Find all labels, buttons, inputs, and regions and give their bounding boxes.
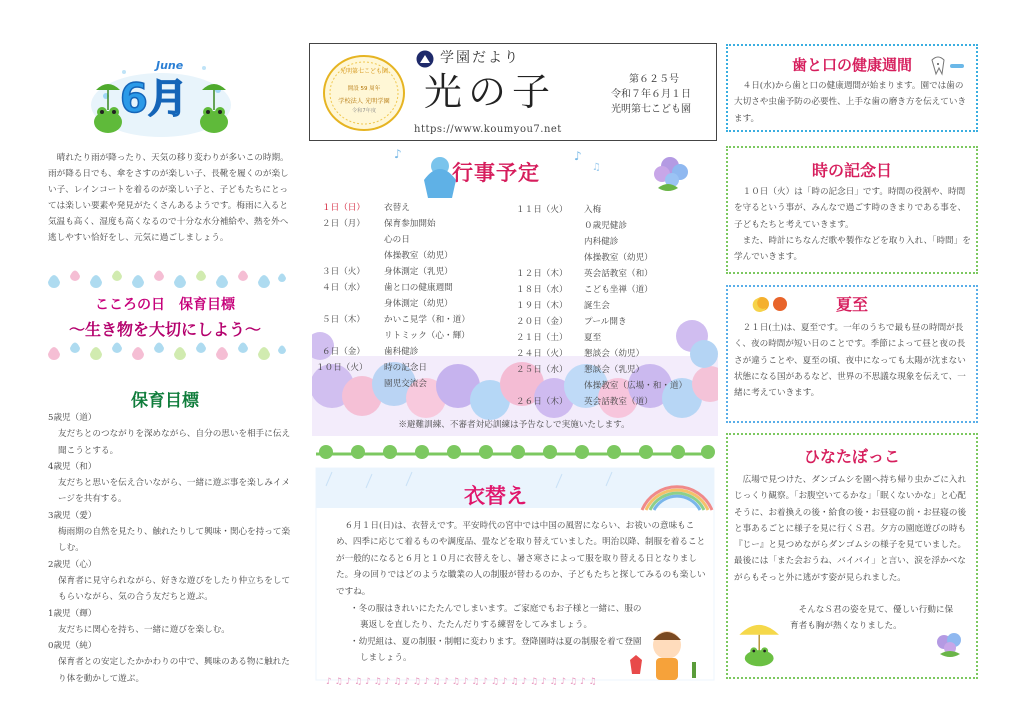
- event-label: ０歳児健診: [584, 221, 627, 231]
- seal-badge-icon: [320, 52, 408, 134]
- event-date: ２１日（土）: [516, 333, 568, 343]
- goal-age-5: 5歳児（道）: [48, 413, 97, 423]
- event-label: 英会話教室（和）: [584, 269, 653, 279]
- event-date: ２５日（水）: [516, 365, 568, 375]
- goal-desc-2: 保育者に見守られながら、好きな遊びをしたり仲立ちをしてもらいながら、気の合う友だちと遊ぶ。: [58, 575, 291, 603]
- time-day-body-1: １０日（火）は「時の記念日」です。時間の役割や、時間を守るという事が、みんなで過ごす時のきまりである事を、子どもたちと考えていきます。: [734, 187, 967, 230]
- event-label: 園児交流会: [384, 379, 427, 389]
- goal-desc-4: 友だちと思いを伝え合いながら、一緒に遊ぶ事を楽しみイメージを共有する。: [58, 478, 290, 505]
- event-date: ２０日（金）: [516, 317, 568, 327]
- svg-text:♫: ♫: [592, 162, 601, 173]
- summer-solstice-body: ２１日(土)は、夏至です。一年のうちで最も昼の時間が長く、夜の時間が短い日のことです。季節によって昼と夜の長さが違うことや、夏至の頃、夜中になっても太陽が沈まない状態になる国があるなど、世界の不思議な現象を伝えて、一緒に考えていきます。: [734, 323, 966, 399]
- goal-age-2: 2歳児（心）: [48, 559, 97, 570]
- frog-umbrella-icon: [734, 615, 788, 669]
- event-label: 入梅: [584, 205, 602, 215]
- teeth-week-body: ４日(水)から歯と口の健康週間が始まります。園では歯の大切さや虫歯予防の必要性、上手な歯の磨き方を伝えていきます。: [734, 81, 967, 124]
- goal-age-3: 3歳児（愛）: [48, 510, 97, 521]
- goal-desc-1: 友だちに関心を持ち、一緒に遊びを楽しむ。: [58, 624, 230, 635]
- event-label: 懇談会（幼児）: [584, 349, 645, 359]
- event-label: こども坐禅（道）: [584, 285, 653, 295]
- goal-desc-3: 梅雨期の自然を見たり、触れたりして興味・関心を持って楽しむ。: [58, 527, 291, 554]
- koromogae-bullet: ・幼児組は、夏の制服・制帽に変わります。登降園時は夏の制服を着て登園しましょう。: [350, 636, 642, 664]
- goal-age-4: 4歳児（和）: [48, 461, 97, 472]
- school-website-link[interactable]: https://www.koumyou7.net: [414, 124, 562, 135]
- event-date: １１日（火）: [516, 205, 568, 215]
- issue-number: 第６２５号: [629, 74, 679, 85]
- newsletter-subtitle: 学園だより: [440, 50, 520, 66]
- event-label: 歯科健診: [384, 347, 419, 357]
- teeth-week-title: 歯と口の健康週間: [791, 56, 912, 74]
- hinatabokko-title: ひなたぼっこ: [803, 447, 900, 466]
- seal-corporation: 学校法人 光明学園: [338, 98, 390, 105]
- event-label: 身体測定（幼児）: [384, 299, 453, 309]
- event-date: ４日（水）: [322, 283, 365, 293]
- event-date: １日（日）: [322, 203, 365, 213]
- seal-school-name: 光明第七こども園: [339, 68, 388, 75]
- event-date: １８日（水）: [516, 285, 568, 295]
- koromogae-bullets: [350, 601, 650, 667]
- events-right-column: [516, 203, 711, 408]
- june-month-label: 6月: [120, 76, 188, 122]
- event-label: 衣替え: [384, 203, 410, 213]
- event-date: １９日（木）: [516, 301, 568, 311]
- event-label: 体操教室（広場・和・道）: [584, 381, 688, 391]
- svg-text:♪ ♫ ♪ ♫ ♪ ♫ ♪ ♫ ♪ ♫ ♪ ♫ ♪ ♫ ♪: ♪ ♫ ♪ ♫ ♪ ♫ ♪ ♫ ♪ ♫ ♪ ♫ ♪ ♫ ♪ ♫ ♪ ♫ ♪ ♫ ♪ ♫ ♪ ♫ ♪ ♫ ♪ ♫: [326, 677, 597, 687]
- event-date: ６日（金）: [322, 347, 365, 357]
- events-section-title: 行事予定: [452, 161, 540, 185]
- event-date: ２日（月）: [322, 219, 365, 229]
- childcare-goals-title: 保育目標: [131, 391, 199, 411]
- svg-text:♪: ♪: [394, 147, 402, 161]
- event-date: ５日（木）: [322, 315, 365, 325]
- hinatabokko-body-2: そんなＳ君の姿を見て、優しい行動に保育者も胸が熱くなりました。: [790, 605, 954, 632]
- june-month-badge: [120, 59, 200, 123]
- school-name: 光明第七こども園: [611, 104, 691, 115]
- summer-solstice-title: 夏至: [835, 295, 868, 314]
- anniversary-seal: [320, 52, 408, 134]
- event-label: 保育参加開始: [384, 219, 436, 229]
- event-label: 時の記念日: [384, 363, 427, 373]
- goal-age-1: 1歳児（輝）: [48, 608, 97, 619]
- event-label: 英会話教室（道）: [584, 397, 653, 407]
- tooth-icon: [928, 54, 968, 78]
- seal-year: 令和7年度: [351, 108, 377, 114]
- event-date: ３日（火）: [322, 267, 365, 277]
- event-label: 夏至: [584, 333, 602, 343]
- issue-date: 令和７年６月１日: [611, 89, 691, 100]
- event-label: プール開き: [584, 317, 627, 327]
- event-label: 懇談会（乳児）: [584, 365, 645, 375]
- event-label: 誕生会: [584, 301, 610, 311]
- events-drill-note: ※避難訓練、不審者対応訓練は予告なしで実施いたします。: [398, 420, 630, 430]
- childcare-goals-list: [48, 410, 293, 687]
- kokoro-day-slogan: ～生き物を大切にしよう～: [68, 320, 261, 339]
- event-date: ２４日（火）: [516, 349, 568, 359]
- event-label: 内科健診: [584, 237, 619, 247]
- event-label: 身体測定（乳児）: [384, 267, 453, 277]
- events-left-column: [316, 201, 512, 401]
- event-date: ２６日（木）: [516, 397, 568, 407]
- event-label: リトミック（心・輝）: [384, 331, 470, 341]
- hydrangea-icon: [930, 630, 970, 660]
- event-label: かいこ見学（和・道）: [384, 315, 470, 325]
- seal-anniversary: 開設 59 周年: [347, 86, 381, 92]
- koromogae-bullet: ・冬の服はきれいにたたんでしまいます。ご家庭でもお子様と一緒に、服の裏返しを直したり、たたんだりする練習をしてみましょう。: [350, 604, 642, 631]
- hinatabokko-body-1: 広場で見つけた、ダンゴムシを園へ持ち帰り虫かごに入れじっくり観察。「お腹空いてるかな」「眠くないかな」と心配そうに、お着換えの後・給食の後・お昼寝の前・お昼寝の後と事あるごとに様子を見に行くＳ君。夕方の園庭遊びの時も『じー』と見つめながらダンゴムシの様子を見ていました。最後には「また会おうね、バイバイ」と言い、涙を浮かべながらもそっと外に逃がす姿が見られました。: [734, 475, 967, 583]
- goal-age-0: 0歳児（純）: [48, 641, 97, 652]
- goal-desc-0: 保育者との安定したかかわりの中で、興味のある物に触れたり体を動かして遊ぶ。: [58, 657, 290, 684]
- event-label: 心の日: [384, 235, 410, 245]
- svg-text:♪: ♪: [574, 149, 582, 163]
- time-day-title: 時の記念日: [811, 161, 892, 180]
- event-date: １２日（木）: [516, 269, 568, 279]
- koromogae-body: ６月１日(日)は、衣替えです。平安時代の宮中では中国の風習にならい、お祓いの意味もこめ、四季に応じて着るものや調度品、畳などを取り替えていました。明治以降、制服を着ることが一般的になると６月と１０月に衣替えをし、暑さ寒さによって服を取り替える日となりました。身の回りではどのような職業の人の制服が替わるのか、子どもたちと探してみるのも楽しいですね。: [336, 521, 706, 597]
- event-label: 体操教室（幼児）: [584, 253, 653, 263]
- june-month-en-label: June: [156, 59, 184, 72]
- intro-paragraph: 晴れたり雨が降ったり、天気の移り変わりが多いこの時期。雨が降る日でも、傘をさすのが楽しい子、長靴を履くのが楽しい子、レインコートを着るのが楽しい子と、子どもたちにとっては楽しい要素や発見がたくさんあるようです。梅雨に入ると気温も高く、湿度も高くなるので十分な水分補給や、熱を外へ逃しやすい恰好をし、元気に過ごしましょう。: [48, 153, 289, 243]
- time-day-body-2: また、時計にちなんだ歌や製作などを取り入れ、「時間」を学んでいきます。: [734, 236, 971, 263]
- school-logo-icon: [416, 50, 434, 68]
- event-label: 歯と口の健康週間: [384, 283, 453, 293]
- newsletter-title: 光の子: [424, 70, 557, 114]
- goal-desc-5: 友だちとのつながりを深めながら、自分の思いを相手に伝え聞こうとする。: [58, 429, 291, 456]
- event-label: 体操教室（幼児）: [384, 251, 453, 261]
- koromogae-title: 衣替え: [464, 484, 527, 508]
- event-date: １０日（火）: [316, 363, 368, 373]
- kokoro-day-title: こころの日 保育目標: [95, 297, 235, 313]
